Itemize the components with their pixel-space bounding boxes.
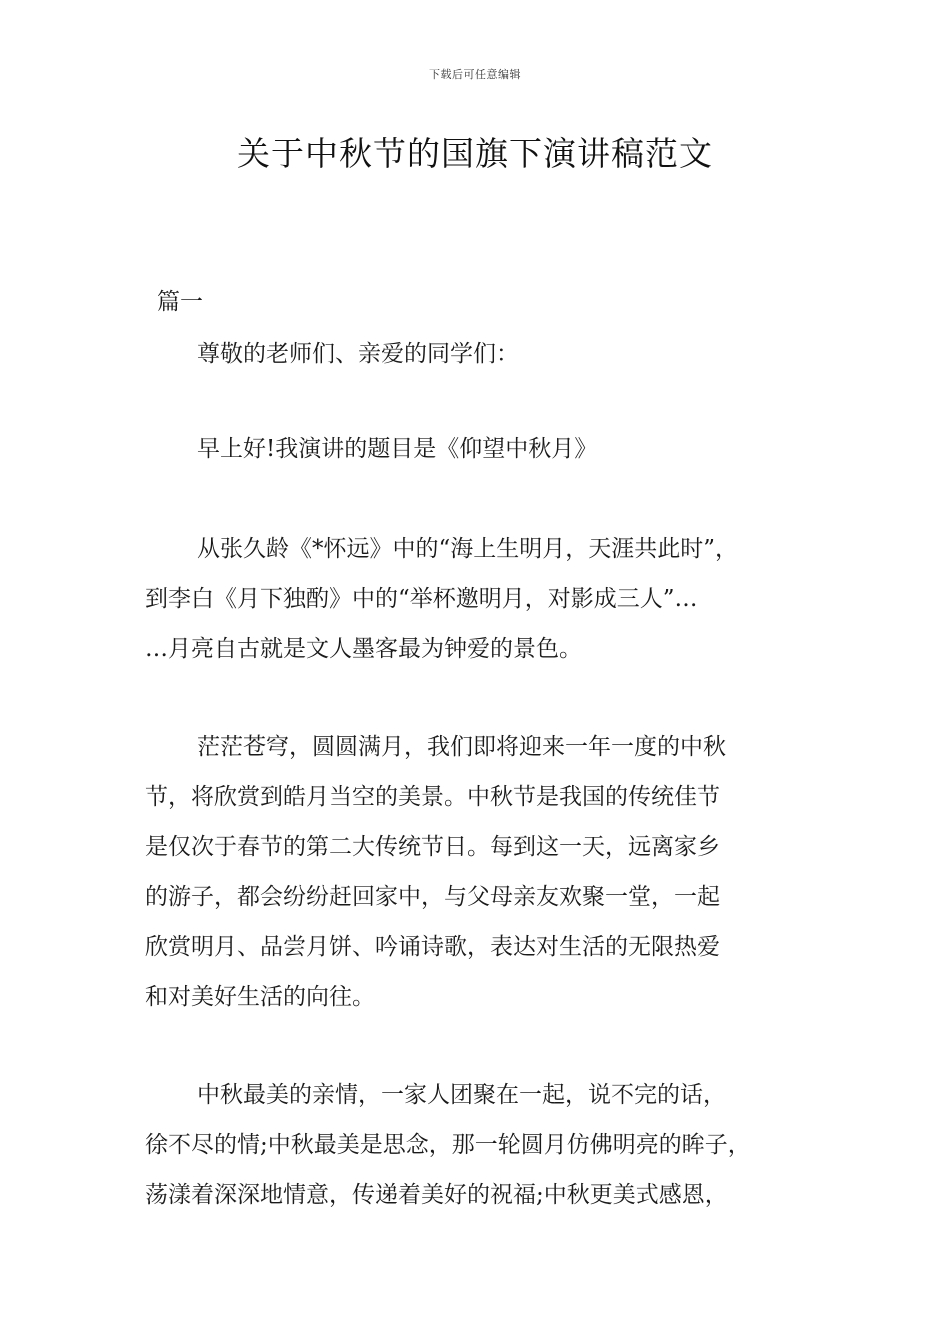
paragraph-line: 节，将欣赏到皓月当空的美景。中秋节是我国的传统佳节 [145,784,720,810]
paragraph-line: 从张久龄《*怀远》中的“海上生明月，天涯共此时”， [197,536,739,562]
paragraph-line: 的游子，都会纷纷赶回家中，与父母亲友欢聚一堂，一起 [145,884,720,910]
document-title: 关于中秋节的国旗下演讲稿范文 [237,134,713,173]
paragraph-line: 到李白《月下独酌》中的“举杯邀明月，对影成三人”… [145,586,698,612]
paragraph-line: 和对美好生活的向往。 [145,984,375,1010]
paragraph-3 [145,722,825,1022]
paragraph-line: 徐不尽的情;中秋最美是思念，那一轮圆月仿佛明亮的眸子， [145,1132,751,1158]
greeting-line: 尊敬的老师们、亲爱的同学们： [197,341,519,367]
paragraph-line: 早上好!我演讲的题目是《仰望中秋月》 [197,436,598,462]
paragraph-4 [145,1070,825,1220]
paragraph-1 [145,424,825,474]
paragraph-line: 欣赏明月、品尝月饼、吟诵诗歌，表达对生活的无限热爱 [145,934,720,960]
paragraph-line: 是仅次于春节的第二大传统节日。每到这一天，远离家乡 [145,834,720,860]
page-header-note: 下载后可任意编辑 [429,68,521,81]
paragraph-line: …月亮自古就是文人墨客最为钟爱的景色。 [145,636,582,662]
paragraph-2 [145,524,825,674]
paragraph-line: 荡漾着深深地情意，传递着美好的祝福;中秋更美式感恩， [145,1182,728,1208]
section-label: 篇一 [157,289,203,315]
paragraph-line: 中秋最美的亲情，一家人团聚在一起，说不完的话， [197,1082,726,1108]
paragraph-line: 茫茫苍穹，圆圆满月，我们即将迎来一年一度的中秋 [197,734,726,760]
